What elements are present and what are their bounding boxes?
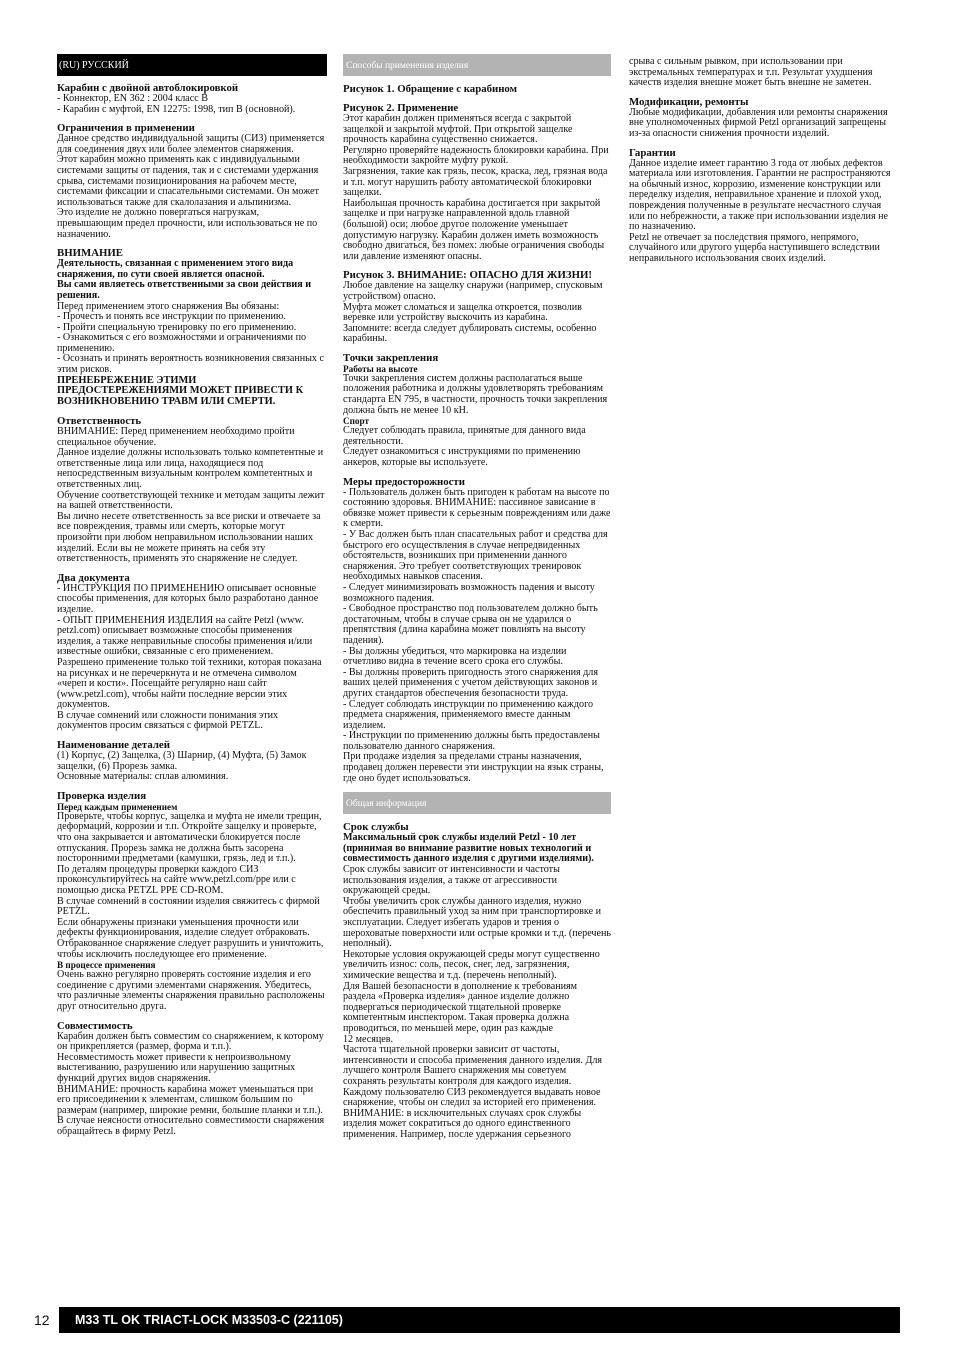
lifetime-bold-text: Максимальный срок службы изделий Petzl - 10 лет (принимая во внимание развитие новых технологий и совместимость данного изделия с другими изделиями). bbox=[343, 832, 594, 865]
warning-heading: ВНИМАНИЕ bbox=[57, 247, 123, 260]
figure-2-heading: Рисунок 2. Применение bbox=[343, 102, 459, 114]
parts-heading: Наименование деталей bbox=[57, 739, 170, 752]
parts-text: (1) Корпус, (2) Защелка, (3) Шарнир, (4) Муфта, (5) Замок защелки, (6) Прорезь замка. Основные материалы: сплав алюминия. bbox=[57, 750, 307, 783]
figure-2-text: Этот карабин должен применяться всегда с закрытой защелкой и закрытой муфтой. При открытой защелке прочность карабина существенно снижается. Регулярно проверяйте надежность блокировки карабина. При необходимости закройте муфту рукой. Загрязнения, такие как грязь, песок, краска, лед, грязная вода и т.п. могут нарушить работу автоматической блокировки защелки. Наибольшая прочность карабина достигается при закрытой защелке и при нагрузке направленной вдоль главной (большой) оси; любое другое положение уменьшает допустимую нагрузку. Карабин должен иметь возможность свободно двигаться, без помех: любые ограничения свободы или давление изменяют опасны. bbox=[343, 113, 609, 262]
karabin-heading: Карабин с двойной автоблокировкой bbox=[57, 82, 239, 94]
column-3 bbox=[629, 57, 897, 265]
figure-3-text: Любое давление на защелку снаружи (например, спусковым устройством) опасно. Муфта может сломаться и защелка откроется, позволив веревке или устройству выскочить из карабина. Запомните: всегда следует дублировать системы, особенно карабины. bbox=[343, 280, 603, 345]
warranty-heading: Гарантии bbox=[629, 146, 676, 159]
karabin-text: - Коннектор, EN 362 : 2004 класс В - Карабин с муфтой, EN 12275: 1998, тип В (основной). bbox=[57, 93, 296, 115]
figure-1-heading: Рисунок 1. Обращение с карабином bbox=[343, 83, 517, 95]
inspection-subheading-before-use: Перед каждым применением bbox=[57, 801, 178, 812]
compatibility-text: Карабин должен быть совместим со снаряжением, к которому он прикрепляется (размер, форма и т.п.). Несовместимость может привести к непроизвольному выстегиванию, разрушению или нарушению защитных функций других видов снаряжения. ВНИМАНИЕ: прочность карабина может уменьшаться при его присоединении к элементам, слишком большим по размерам (например, широкие ремни, большие планки и т.п.). В случае неясности относительно совместимости снаряжения обращайтесь в фирму Petzl. bbox=[57, 1030, 325, 1137]
page-number: 12 bbox=[34, 1312, 50, 1328]
lifetime-continued-text: срыва с сильным рывком, при использовании при экстремальных температурах и т.п. Результат ухудшения качеств изделия внешне может быть внешне не заметен. bbox=[629, 56, 873, 89]
inspection-subheading-during-use: В процессе применения bbox=[57, 960, 156, 971]
responsibility-heading: Ответственность bbox=[57, 415, 142, 428]
modifications-heading: Модификации, ремонты bbox=[629, 95, 749, 108]
documents-heading: Два документа bbox=[57, 571, 130, 584]
page-footer bbox=[0, 1307, 954, 1333]
warning-bold-text: Деятельность, связанная с применением этого вида снаряжения, по сути своей является опасной. Вы сами являетесь ответственными за свои действия и решения. bbox=[57, 258, 312, 301]
lifetime-heading: Срок службы bbox=[343, 821, 409, 834]
lifetime-text: Срок службы зависит от интенсивности и частоты использования изделия, а также от агрессивности окружающей среды. Чтобы увеличить срок службы данного изделия, нужно обеспечить правильный уход за ним при транспортировке и эксплуатации. Следует избегать ударов и трения о шероховатые поверхности или острые кромки и т.д. (перечень неполный). Некоторые условия окружающей среды могут существенно увеличить износ: соль, песок, снег, лед, загрязнения, химические вещества и т.д. (перечень неполный). Для Вашей безопасности в дополнение к требованиям раздела «Проверка изделия» данное изделие должно подвергаться периодической тщательной проверке компетентным инспектором. Такая проверка должна проводиться, по меньшей мере, один раз каждые 12 месяцев. Частота тщательной проверки зависит от частоты, интенсивности и способа применения данного изделия. Для лучшего контроля Вашего снаряжения мы советуем сохранять результаты контроля для каждого изделия. Каждому пользователю СИЗ рекомендуется выдавать новое снаряжение, чтобы он следил за историей его применения. ВНИМАНИЕ: в исключительных случаях срок службы изделия может сократиться до одного единственного применения. Например, после удержания серьезного bbox=[343, 864, 611, 1140]
compatibility-heading: Совместимость bbox=[57, 1019, 133, 1032]
anchor-points-heading: Точки закрепления bbox=[343, 351, 439, 364]
warning-caps-text: ПРЕНЕБРЕЖЕНИЕ ЭТИМИ ПРЕДОСТЕРЕЖЕНИЯМИ МОЖЕТ ПРИВЕСТИ К ВОЗНИКНОВЕНИЮ ТРАВМ ИЛИ СМЕРТИ. bbox=[57, 374, 304, 408]
anchor-subheading-sport: Спорт bbox=[343, 416, 370, 427]
anchor-text-sport: Следует соблюдать правила, принятые для данного вида деятельности. Следует ознакомиться с инструкциями по применению анкеров, которые вы используете. bbox=[343, 425, 586, 469]
general-info-section-header: Общая информация bbox=[343, 792, 611, 814]
anchor-subheading-height-work: Работы на высоте bbox=[343, 363, 418, 374]
anchor-text-height-work: Точки закрепления систем должны располагаться выше положения работника и должны удовлетворять требованиям стандарта EN 795, в частности, прочность точки закрепления должна быть не менее 10 кН. bbox=[343, 372, 608, 416]
warning-text: Перед применением этого снаряжения Вы обязаны: - Прочесть и понять все инструкции по применению. - Пройти специальную тренировку по его применению. - Ознакомиться с его возможностями и ограничениями по применению. - Осознать и принять вероятность возникновения связанных с этим рисков. bbox=[57, 300, 324, 376]
warranty-text: Данное изделие имеет гарантию 3 года от любых дефектов материала или изготовления. Гарантии не распространяются на обычный износ, коррозию, изменение конструкции или переделку изделия, неправильное хранение и плохой уход, повреждения полученные в результате несчастного случая или по небрежности, а также при использовании изделия не по назначению. Petzl не отвечает за последствия прямого, непрямого, случайного или другого ущерба наступившего вследствии неправильного использования своих изделий. bbox=[629, 157, 891, 264]
documents-text: - ИНСТРУКЦИЯ ПО ПРИМЕНЕНИЮ описывает основные способы применения, для которых было разработано данное изделие. - ОПЫТ ПРИМЕНЕНИЯ ИЗДЕЛИЯ на сайте Petzl (www. petzl.com) описывает возможные способы применения изделия, а также неправильные способы применения и/или известные ошибки, связанные с его применением. Разрешено применение только той техники, которая показана на рисунках и не перечеркнута и не отмечена символом «череп и кости». Посещайте регулярно наш сайт (www.petzl.com), чтобы найти последние версии этих документов. В случае сомнений или сложности понимания этих документов просим связаться с фирмой PETZL. bbox=[57, 582, 322, 732]
limits-heading: Ограничения в применении bbox=[57, 122, 195, 135]
limits-text: Данное средство индивидуальной защиты (СИЗ) применяется для соединения двух или более элементов снаряжения. Этот карабин можно применять как с индивидуальными системами защиты от падения, так и с системами удержания срыва, системами позиционирования на рабочем месте, системами фиксации и спасательными системами. Он может использоваться также для скалолазания и альпинизма. Это изделие не должно повергаться нагрузкам, превышающим предел прочности, или использоваться не по назначению. bbox=[57, 133, 325, 240]
column-2 bbox=[343, 54, 611, 1140]
column-1 bbox=[57, 54, 327, 1137]
language-header: (RU) РУССКИЙ bbox=[57, 54, 327, 76]
responsibility-text: ВНИМАНИЕ: Перед применением необходимо пройти специальное обучение. Данное изделие должны использовать только компетентные и ответственные лица или лица, находящиеся под непосредственным визуальным контролем компетентных и ответственных лиц. Обучение соответствующей технике и методам защиты лежит на вашей ответственности. Вы лично несете ответственность за все риски и отвечаете за все повреждения, травмы или смерть, которые могут произойти при любом неправильном использовании наших изделий. Если вы не можете принять на себя эту ответственность, применять это снаряжение не следует. bbox=[57, 426, 325, 565]
precautions-text: - Пользователь должен быть пригоден к работам на высоте по состоянию здоровья. ВНИМАНИЕ: пассивное зависание в обвязке может привести к серьезным повреждениям или даже к смерти. - У Вас должен быть план спасательных работ и средства для быстрого его осуществления в случае непредвиденных обстоятельств, возникших при применении данного снаряжения. Это требует соответствующих тренировок необходимых навыков спасения. - Следует минимизировать возможность падения и высоту возможного падения. - Свободное пространство под пользователем должно быть достаточным, чтобы в случае срыва он не ударился о препятствия (длина карабина может повлиять на высоту падения). - Вы должны убедиться, что маркировка на изделии отчетливо видна в течение всего срока его службы. - Вы должны проверить пригодность этого снаряжения для ваших целей применения с учетом действующих законов и других стандартов обеспечения безопасности труда. - Следует соблюдать инструкции по применению каждого предмета снаряжения, применяемого вместе данным изделием. - Инструкции по применению должны быть предоставлены пользователю данного снаряжения. При продаже изделия за пределами страны назначения, продавец должен перевести эти инструкции на язык страны, где оно будет использоваться. bbox=[343, 486, 611, 784]
document-reference-bar: M33 TL OK TRIACT-LOCK M33503-C (221105) bbox=[59, 1307, 900, 1333]
inspection-heading: Проверка изделия bbox=[57, 789, 147, 802]
usage-section-header: Способы применения изделия bbox=[343, 54, 611, 76]
figure-3-heading: Рисунок 3. ВНИМАНИЕ: ОПАСНО ДЛЯ ЖИЗНИ! bbox=[343, 269, 592, 282]
modifications-text: Любые модификации, добавления или ремонты снаряжения вне уполномоченных фирмой Petzl организаций запрещены из-за опасности снижения прочности изделий. bbox=[629, 106, 888, 139]
precautions-heading: Меры предосторожности bbox=[343, 475, 465, 488]
inspection-text-before-use: Проверьте, чтобы корпус, защелка и муфта не имели трещин, деформаций, коррозии и т.п. Откройте защелку и проверьте, что она закрывается и автоматически блокируется после отпускания. Прорезь замка не должна быть засорена посторонними предметами (камушки, грязь, лед и т.п.). По деталям процедуры проверки каждого СИЗ проконсультируйтесь на сайте www.petzl.com/ppe или с помощью диска PETZL PPE CD-ROM. В случае сомнений в состоянии изделия свяжитесь с фирмой PETZL. Если обнаружены признаки уменьшения прочности или дефекты функционирования, изделие следует отбраковать. Отбракованное снаряжение следует разрушить и уничтожить, чтобы исключить последующее его применение. bbox=[57, 810, 324, 960]
inspection-text-during-use: Очень важно регулярно проверять состояние изделия и его соединение с другими элементами снаряжения. Убедитесь, что различные элементы снаряжения правильно расположены друг относительно друга. bbox=[57, 969, 325, 1012]
